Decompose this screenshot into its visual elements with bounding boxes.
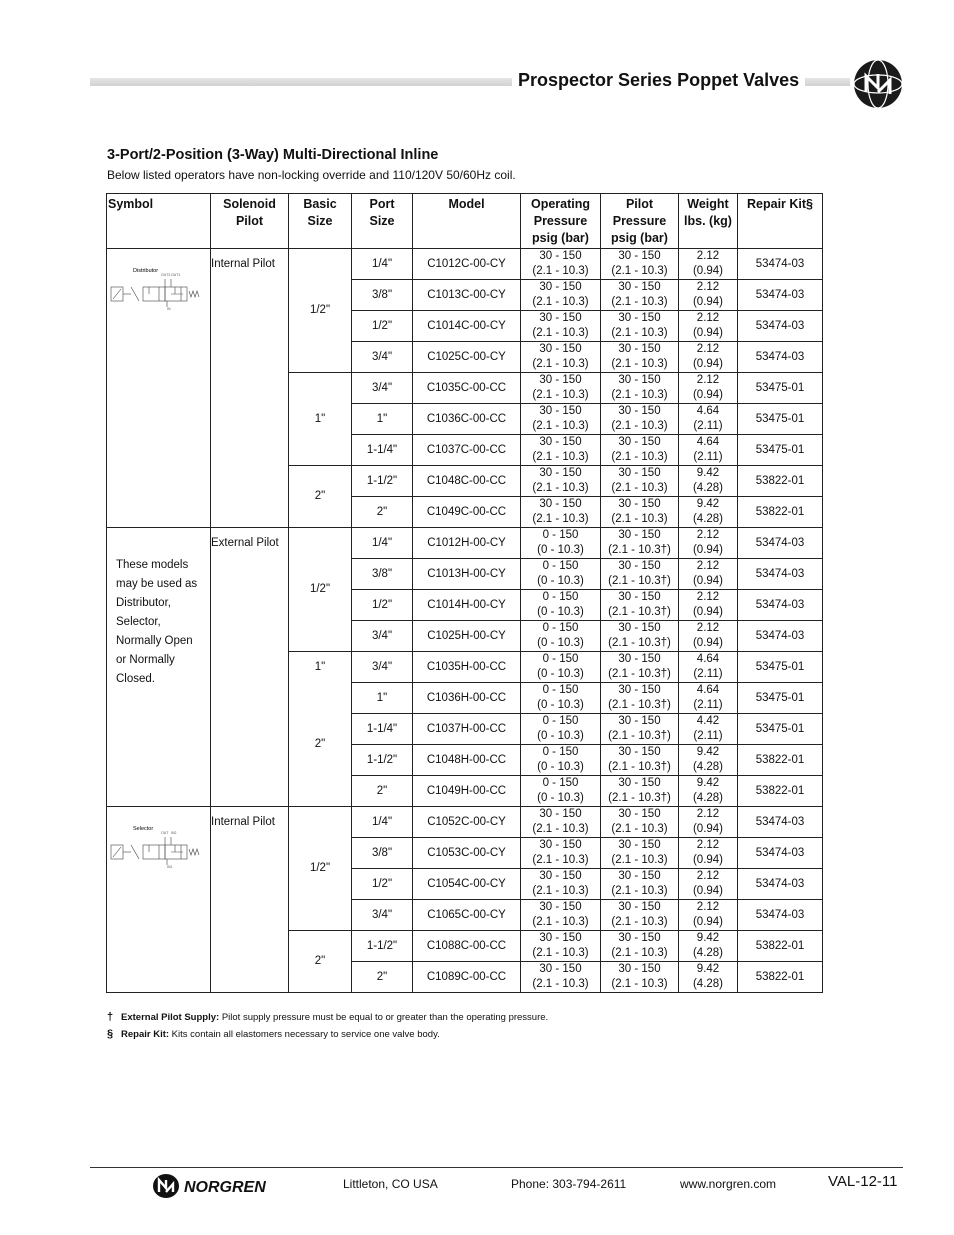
operating-pressure-cell: 30 - 150 (2.1 - 10.3) bbox=[521, 280, 601, 311]
operating-pressure-cell: 0 - 150 (0 - 10.3) bbox=[521, 559, 601, 590]
port-size-cell: 2" bbox=[352, 962, 413, 993]
model-cell: C1037C-00-CC bbox=[413, 435, 521, 466]
pilot-pressure-cell: 30 - 150 (2.1 - 10.3†) bbox=[601, 559, 679, 590]
operating-pressure-cell: 0 - 150 (0 - 10.3) bbox=[521, 683, 601, 714]
weight-cell: 9.42 (4.28) bbox=[679, 466, 738, 497]
valve-symbol-icon bbox=[109, 263, 205, 313]
model-cell: C1036C-00-CC bbox=[413, 404, 521, 435]
port-size-cell: 1/4" bbox=[352, 249, 413, 280]
port-size-cell: 3/4" bbox=[352, 621, 413, 652]
model-cell: C1088C-00-CC bbox=[413, 931, 521, 962]
col-header-repair-kit: Repair Kit§ bbox=[738, 194, 823, 249]
weight-cell: 2.12 (0.94) bbox=[679, 621, 738, 652]
weight-cell: 4.64 (2.11) bbox=[679, 683, 738, 714]
pilot-pressure-cell: 30 - 150 (2.1 - 10.3†) bbox=[601, 528, 679, 559]
symbol-port-label: IN2 bbox=[171, 831, 177, 835]
col-header-solenoid-pilot: Solenoid Pilot bbox=[211, 194, 289, 249]
model-cell: C1014C-00-CY bbox=[413, 311, 521, 342]
weight-cell: 4.42 (2.11) bbox=[679, 714, 738, 745]
weight-cell: 2.12 (0.94) bbox=[679, 900, 738, 931]
repair-kit-cell: 53822-01 bbox=[738, 776, 823, 807]
repair-kit-cell: 53474-03 bbox=[738, 342, 823, 373]
symbol-cell bbox=[107, 807, 211, 993]
port-size-cell: 1-1/2" bbox=[352, 931, 413, 962]
page-title: Prospector Series Poppet Valves bbox=[512, 70, 805, 91]
weight-cell: 2.12 (0.94) bbox=[679, 838, 738, 869]
repair-kit-cell: 53474-03 bbox=[738, 559, 823, 590]
brand-name: NORGREN bbox=[184, 1179, 266, 1196]
usage-note: These models may be used as Distributor, Selector, Normally Open or Normally Closed. bbox=[116, 559, 198, 685]
port-size-cell: 3/8" bbox=[352, 280, 413, 311]
symbol-port-label: OUT2 bbox=[161, 273, 171, 277]
repair-kit-cell: 53822-01 bbox=[738, 931, 823, 962]
weight-cell: 4.64 (2.11) bbox=[679, 435, 738, 466]
port-size-cell: 1-1/2" bbox=[352, 466, 413, 497]
basic-size-cell: 1/2" bbox=[289, 528, 352, 652]
port-size-cell: 1" bbox=[352, 683, 413, 714]
repair-kit-cell: 53474-03 bbox=[738, 590, 823, 621]
symbol-port-label: OUT bbox=[161, 831, 169, 835]
model-cell: C1036H-00-CC bbox=[413, 683, 521, 714]
repair-kit-cell: 53474-03 bbox=[738, 807, 823, 838]
basic-size-cell: 2" bbox=[289, 931, 352, 993]
weight-cell: 2.12 (0.94) bbox=[679, 280, 738, 311]
footnote-label: Repair Kit: bbox=[121, 1029, 170, 1040]
valve-symbol-icon bbox=[109, 821, 205, 871]
operating-pressure-cell: 30 - 150 (2.1 - 10.3) bbox=[521, 869, 601, 900]
port-size-cell: 1-1/4" bbox=[352, 435, 413, 466]
repair-kit-cell: 53474-03 bbox=[738, 838, 823, 869]
pilot-pressure-cell: 30 - 150 (2.1 - 10.3) bbox=[601, 466, 679, 497]
pilot-pressure-cell: 30 - 150 (2.1 - 10.3) bbox=[601, 900, 679, 931]
pilot-pressure-cell: 30 - 150 (2.1 - 10.3†) bbox=[601, 652, 679, 683]
port-size-cell: 2" bbox=[352, 497, 413, 528]
symbol-note-cell bbox=[107, 528, 211, 807]
repair-kit-cell: 53474-03 bbox=[738, 869, 823, 900]
model-cell: C1054C-00-CY bbox=[413, 869, 521, 900]
pilot-pressure-cell: 30 - 150 (2.1 - 10.3†) bbox=[601, 776, 679, 807]
port-size-cell: 1/2" bbox=[352, 311, 413, 342]
basic-size-value: 2" bbox=[314, 738, 326, 750]
operating-pressure-cell: 30 - 150 (2.1 - 10.3) bbox=[521, 931, 601, 962]
repair-kit-cell: 53822-01 bbox=[738, 962, 823, 993]
model-cell: C1048C-00-CC bbox=[413, 466, 521, 497]
weight-cell: 2.12 (0.94) bbox=[679, 528, 738, 559]
operating-pressure-cell: 0 - 150 (0 - 10.3) bbox=[521, 621, 601, 652]
repair-kit-cell: 53475-01 bbox=[738, 652, 823, 683]
symbol-port-label: IN1 bbox=[167, 865, 173, 869]
footnote-mark: § bbox=[107, 1028, 114, 1040]
weight-cell: 2.12 (0.94) bbox=[679, 249, 738, 280]
operating-pressure-cell: 30 - 150 (2.1 - 10.3) bbox=[521, 807, 601, 838]
operating-pressure-cell: 0 - 150 (0 - 10.3) bbox=[521, 776, 601, 807]
section-subtitle: Below listed operators have non-locking override and 110/120V 50/60Hz coil. bbox=[107, 168, 516, 182]
weight-cell: 2.12 (0.94) bbox=[679, 559, 738, 590]
port-size-cell: 3/4" bbox=[352, 342, 413, 373]
repair-kit-cell: 53475-01 bbox=[738, 683, 823, 714]
model-cell: C1048H-00-CC bbox=[413, 745, 521, 776]
weight-cell: 9.42 (4.28) bbox=[679, 931, 738, 962]
symbol-cell bbox=[107, 249, 211, 528]
pilot-pressure-cell: 30 - 150 (2.1 - 10.3) bbox=[601, 962, 679, 993]
footer-location: Littleton, CO USA bbox=[343, 1177, 438, 1191]
operating-pressure-cell: 30 - 150 (2.1 - 10.3) bbox=[521, 404, 601, 435]
table-row bbox=[107, 249, 823, 280]
valve-spec-table bbox=[106, 193, 823, 993]
pilot-pressure-cell: 30 - 150 (2.1 - 10.3) bbox=[601, 497, 679, 528]
footnote-label: External Pilot Supply: bbox=[121, 1012, 220, 1023]
operating-pressure-cell: 0 - 150 (0 - 10.3) bbox=[521, 652, 601, 683]
pilot-pressure-cell: 30 - 150 (2.1 - 10.3†) bbox=[601, 745, 679, 776]
weight-cell: 2.12 (0.94) bbox=[679, 311, 738, 342]
weight-cell: 2.12 (0.94) bbox=[679, 373, 738, 404]
operating-pressure-cell: 30 - 150 (2.1 - 10.3) bbox=[521, 435, 601, 466]
model-cell: C1053C-00-CY bbox=[413, 838, 521, 869]
table-row bbox=[107, 528, 823, 559]
model-cell: C1049C-00-CC bbox=[413, 497, 521, 528]
operating-pressure-cell: 30 - 150 (2.1 - 10.3) bbox=[521, 249, 601, 280]
model-cell: C1013H-00-CY bbox=[413, 559, 521, 590]
model-cell: C1013C-00-CY bbox=[413, 280, 521, 311]
operating-pressure-cell: 30 - 150 (2.1 - 10.3) bbox=[521, 311, 601, 342]
operating-pressure-cell: 0 - 150 (0 - 10.3) bbox=[521, 528, 601, 559]
operating-pressure-cell: 0 - 150 (0 - 10.3) bbox=[521, 714, 601, 745]
symbol-label: Distributor bbox=[133, 268, 159, 274]
weight-cell: 9.42 (4.28) bbox=[679, 776, 738, 807]
model-cell: C1014H-00-CY bbox=[413, 590, 521, 621]
model-cell: C1052C-00-CY bbox=[413, 807, 521, 838]
pilot-pressure-cell: 30 - 150 (2.1 - 10.3) bbox=[601, 931, 679, 962]
norgren-globe-logo bbox=[852, 58, 904, 110]
repair-kit-cell: 53474-03 bbox=[738, 249, 823, 280]
repair-kit-cell: 53475-01 bbox=[738, 714, 823, 745]
pilot-pressure-cell: 30 - 150 (2.1 - 10.3) bbox=[601, 838, 679, 869]
section-title: 3-Port/2-Position (3-Way) Multi-Directional Inline bbox=[107, 147, 439, 163]
pilot-pressure-cell: 30 - 150 (2.1 - 10.3) bbox=[601, 342, 679, 373]
model-cell: C1065C-00-CY bbox=[413, 900, 521, 931]
port-size-cell: 1-1/4" bbox=[352, 714, 413, 745]
port-size-cell: 3/4" bbox=[352, 373, 413, 404]
page-number: VAL-12-11 bbox=[828, 1173, 898, 1190]
operating-pressure-cell: 30 - 150 (2.1 - 10.3) bbox=[521, 497, 601, 528]
footnote-mark: † bbox=[107, 1011, 114, 1023]
model-cell: C1035H-00-CC bbox=[413, 652, 521, 683]
pilot-pressure-cell: 30 - 150 (2.1 - 10.3) bbox=[601, 373, 679, 404]
operating-pressure-cell: 0 - 150 (0 - 10.3) bbox=[521, 590, 601, 621]
operating-pressure-cell: 30 - 150 (2.1 - 10.3) bbox=[521, 900, 601, 931]
operating-pressure-cell: 30 - 150 (2.1 - 10.3) bbox=[521, 962, 601, 993]
col-header-basic-size: Basic Size bbox=[289, 194, 352, 249]
port-size-cell: 3/4" bbox=[352, 652, 413, 683]
norgren-brand-logo bbox=[152, 1171, 288, 1201]
basic-size-cell: 2" bbox=[289, 466, 352, 528]
pilot-pressure-cell: 30 - 150 (2.1 - 10.3†) bbox=[601, 683, 679, 714]
repair-kit-cell: 53475-01 bbox=[738, 404, 823, 435]
port-size-cell: 3/8" bbox=[352, 559, 413, 590]
col-header-symbol: Symbol bbox=[107, 194, 211, 249]
weight-cell: 2.12 (0.94) bbox=[679, 869, 738, 900]
pilot-pressure-cell: 30 - 150 (2.1 - 10.3) bbox=[601, 311, 679, 342]
operating-pressure-cell: 30 - 150 (2.1 - 10.3) bbox=[521, 466, 601, 497]
footer-website[interactable]: www.norgren.com bbox=[680, 1177, 777, 1191]
basic-size-cell: 1/2" bbox=[289, 249, 352, 373]
weight-cell: 2.12 (0.94) bbox=[679, 807, 738, 838]
port-size-cell: 1/2" bbox=[352, 869, 413, 900]
port-size-cell: 1-1/2" bbox=[352, 745, 413, 776]
model-cell: C1035C-00-CC bbox=[413, 373, 521, 404]
operating-pressure-cell: 0 - 150 (0 - 10.3) bbox=[521, 745, 601, 776]
port-size-cell: 1/2" bbox=[352, 590, 413, 621]
port-size-cell: 3/8" bbox=[352, 838, 413, 869]
model-cell: C1012H-00-CY bbox=[413, 528, 521, 559]
col-header-weight: Weight lbs. (kg) bbox=[679, 194, 738, 249]
repair-kit-cell: 53822-01 bbox=[738, 466, 823, 497]
operating-pressure-cell: 30 - 150 (2.1 - 10.3) bbox=[521, 838, 601, 869]
pilot-pressure-cell: 30 - 150 (2.1 - 10.3†) bbox=[601, 590, 679, 621]
weight-cell: 2.12 (0.94) bbox=[679, 590, 738, 621]
repair-kit-cell: 53822-01 bbox=[738, 745, 823, 776]
repair-kit-cell: 53475-01 bbox=[738, 435, 823, 466]
pilot-pressure-cell: 30 - 150 (2.1 - 10.3†) bbox=[601, 714, 679, 745]
basic-size-cell bbox=[289, 652, 352, 807]
col-header-pilot-pressure: Pilot Pressure psig (bar) bbox=[601, 194, 679, 249]
symbol-port-label: OUT1 bbox=[171, 273, 181, 277]
model-cell: C1049H-00-CC bbox=[413, 776, 521, 807]
repair-kit-cell: 53474-03 bbox=[738, 621, 823, 652]
port-size-cell: 1" bbox=[352, 404, 413, 435]
col-header-port-size: Port Size bbox=[352, 194, 413, 249]
weight-cell: 9.42 (4.28) bbox=[679, 962, 738, 993]
pilot-pressure-cell: 30 - 150 (2.1 - 10.3) bbox=[601, 869, 679, 900]
weight-cell: 9.42 (4.28) bbox=[679, 497, 738, 528]
symbol-port-label: IN bbox=[167, 307, 171, 311]
pilot-pressure-cell: 30 - 150 (2.1 - 10.3) bbox=[601, 807, 679, 838]
pilot-pressure-cell: 30 - 150 (2.1 - 10.3) bbox=[601, 249, 679, 280]
port-size-cell: 1/4" bbox=[352, 807, 413, 838]
port-size-cell: 2" bbox=[352, 776, 413, 807]
repair-kit-cell: 53822-01 bbox=[738, 497, 823, 528]
model-cell: C1089C-00-CC bbox=[413, 962, 521, 993]
table-row bbox=[107, 807, 823, 838]
model-cell: C1025C-00-CY bbox=[413, 342, 521, 373]
col-header-operating-pressure: Operating Pressure psig (bar) bbox=[521, 194, 601, 249]
pilot-pressure-cell: 30 - 150 (2.1 - 10.3†) bbox=[601, 621, 679, 652]
repair-kit-cell: 53475-01 bbox=[738, 373, 823, 404]
weight-cell: 4.64 (2.11) bbox=[679, 652, 738, 683]
footnote-text: Pilot supply pressure must be equal to or greater than the operating pressure. bbox=[219, 1012, 549, 1023]
repair-kit-cell: 53474-03 bbox=[738, 528, 823, 559]
table-header-row bbox=[107, 194, 823, 249]
symbol-label: Selector bbox=[133, 826, 154, 832]
repair-kit-cell: 53474-03 bbox=[738, 900, 823, 931]
col-header-model: Model bbox=[413, 194, 521, 249]
repair-kit-cell: 53474-03 bbox=[738, 311, 823, 342]
port-size-cell: 1/4" bbox=[352, 528, 413, 559]
weight-cell: 4.64 (2.11) bbox=[679, 404, 738, 435]
model-cell: C1025H-00-CY bbox=[413, 621, 521, 652]
operating-pressure-cell: 30 - 150 (2.1 - 10.3) bbox=[521, 342, 601, 373]
weight-cell: 9.42 (4.28) bbox=[679, 745, 738, 776]
operating-pressure-cell: 30 - 150 (2.1 - 10.3) bbox=[521, 373, 601, 404]
model-cell: C1012C-00-CY bbox=[413, 249, 521, 280]
solenoid-pilot-cell: Internal Pilot bbox=[211, 249, 289, 528]
footnote-repair-kit bbox=[107, 1028, 440, 1040]
model-cell: C1037H-00-CC bbox=[413, 714, 521, 745]
basic-size-cell: 1" bbox=[289, 373, 352, 466]
footer-divider bbox=[90, 1167, 903, 1168]
basic-size-cell: 1/2" bbox=[289, 807, 352, 931]
weight-cell: 2.12 (0.94) bbox=[679, 342, 738, 373]
footnote-external-pilot bbox=[107, 1011, 548, 1023]
pilot-pressure-cell: 30 - 150 (2.1 - 10.3) bbox=[601, 280, 679, 311]
solenoid-pilot-cell: Internal Pilot bbox=[211, 807, 289, 993]
port-size-cell: 3/4" bbox=[352, 900, 413, 931]
pilot-pressure-cell: 30 - 150 (2.1 - 10.3) bbox=[601, 435, 679, 466]
pilot-pressure-cell: 30 - 150 (2.1 - 10.3) bbox=[601, 404, 679, 435]
solenoid-pilot-cell: External Pilot bbox=[211, 528, 289, 807]
footnote-text: Kits contain all elastomers necessary to service one valve body. bbox=[169, 1029, 440, 1040]
basic-size-value: 1" bbox=[314, 661, 326, 673]
footer-phone: Phone: 303-794-2611 bbox=[511, 1177, 627, 1191]
repair-kit-cell: 53474-03 bbox=[738, 280, 823, 311]
